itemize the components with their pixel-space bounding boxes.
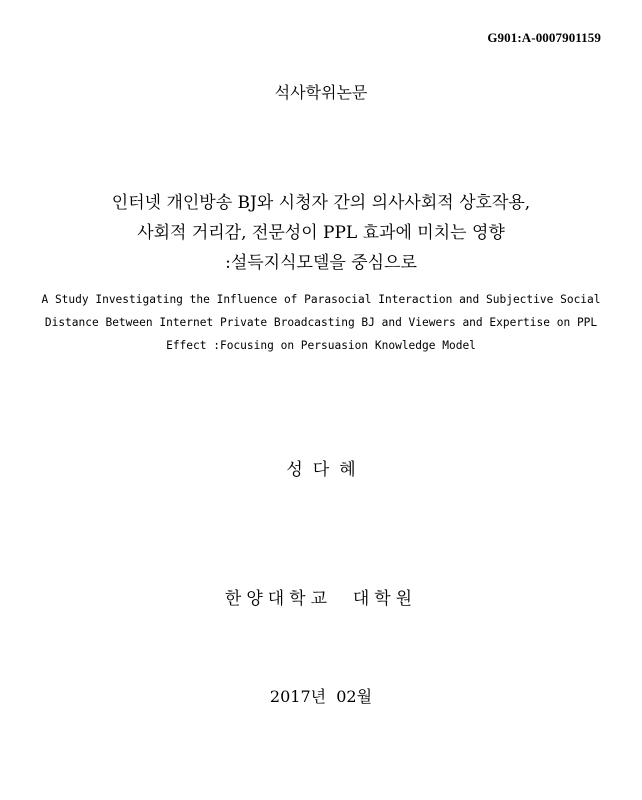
university-name: 한양대학교 대학원 (224, 589, 418, 609)
korean-title (0, 188, 642, 278)
submission-date: 2017년 02월 (269, 687, 373, 706)
korean-title-line-3: :설득지식모델을 중심으로 (225, 253, 417, 273)
degree-label: 석사학위논문 (274, 83, 368, 102)
english-title-line-2: Distance Between Internet Private Broadcasting BJ and Viewers and Expertise on PPL (44, 316, 598, 329)
english-title-line-1: A Study Investigating the Influence of Parasocial Interaction and Subjective Social (41, 293, 601, 306)
english-title (8, 288, 634, 357)
document-id: G901:A-0007901159 (487, 30, 601, 45)
korean-title-line-2: 사회적 거리감, 전문성이 PPL 효과에 미치는 영향 (137, 223, 505, 243)
english-title-line-3: Effect :Focusing on Persuasion Knowledge Model (166, 339, 476, 352)
korean-title-line-1: 인터넷 개인방송 BJ와 시청자 간의 의사사회적 상호작용, (111, 193, 531, 213)
author-name: 성다혜 (286, 460, 366, 480)
